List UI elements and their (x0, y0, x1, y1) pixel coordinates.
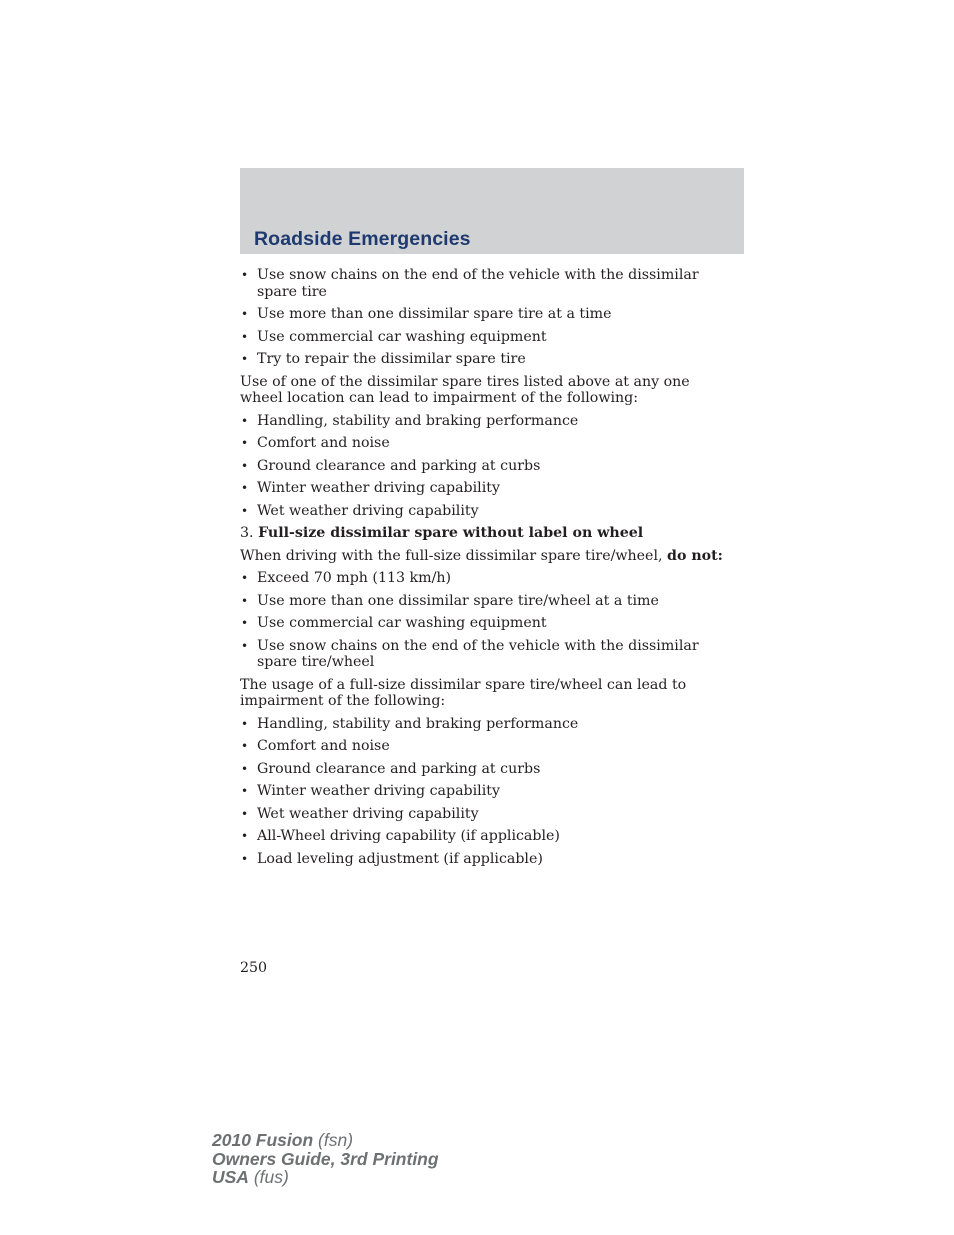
list-item (240, 638, 730, 671)
list-item (240, 615, 730, 632)
list-item (240, 851, 730, 868)
footer-market: USA (212, 1167, 249, 1187)
list-item-text: Comfort and noise (257, 738, 390, 754)
page-content (240, 267, 730, 873)
list-item-text: Wet weather driving capability (257, 502, 479, 519)
list-item (240, 828, 730, 845)
bullet-icon: • (241, 739, 249, 753)
list-item-text: Load leveling adjustment (if applicable) (257, 850, 543, 867)
footer-market-code: (fus) (253, 1167, 289, 1187)
list-item-text: Use snow chains on the end of the vehicle with the dissimilar spare tire/wheel (257, 637, 699, 670)
bullet-icon: • (241, 329, 249, 344)
footer-line-guide: Owners Guide, 3rd Printing (212, 1148, 439, 1169)
paragraph-text: When driving with the full-size dissimilar spare tire/wheel, (240, 547, 663, 564)
list-item (240, 593, 730, 610)
bullet-icon: • (241, 593, 249, 608)
list-item (240, 351, 730, 368)
heading-number: 3. (240, 525, 254, 541)
bullet-icon: • (241, 806, 249, 821)
list-item-text: Winter weather driving capability (257, 480, 500, 496)
bullet-icon: • (241, 352, 249, 366)
list-item-text: Ground clearance and parking at curbs (257, 760, 541, 777)
bullet-icon: • (241, 413, 249, 428)
list-item (240, 480, 730, 497)
bullet-icon: • (241, 268, 249, 282)
list-item-text: Wet weather driving capability (257, 805, 479, 822)
paragraph-emphasis: do not: (667, 547, 723, 564)
list-item (240, 738, 730, 755)
bullet-icon: • (241, 436, 249, 450)
bullet-icon: • (241, 307, 249, 321)
list-item-text: Try to repair the dissimilar spare tire (257, 351, 526, 367)
list-item-text: All-Wheel driving capability (if applicable) (257, 828, 560, 844)
numbered-heading (240, 525, 730, 542)
footer-model: 2010 Fusion (212, 1130, 314, 1150)
list-item (240, 329, 730, 346)
bullet-icon: • (241, 638, 249, 653)
list-item-text: Exceed 70 mph (113 km/h) (257, 570, 452, 586)
list-item-text: Use commercial car washing equipment (257, 615, 547, 631)
paragraph (240, 548, 730, 565)
bullet-icon: • (241, 784, 249, 798)
bullet-icon: • (241, 481, 249, 495)
bullet-icon: • (241, 761, 249, 776)
list-item (240, 306, 730, 323)
list-item (240, 761, 730, 778)
bullet-icon: • (241, 503, 249, 518)
paragraph: Use of one of the dissimilar spare tires listed above at any one wheel location can lead to impairment of the following: (240, 373, 690, 406)
page-number: 250 (240, 960, 268, 976)
list-item-text: Handling, stability and braking performance (257, 412, 579, 429)
section-title: Roadside Emergencies (254, 228, 471, 250)
list-item-text: Ground clearance and parking at curbs (257, 457, 541, 474)
list-item-text: Winter weather driving capability (257, 783, 500, 799)
section-header-band (240, 168, 744, 254)
footer-model-code: (fsn) (318, 1130, 354, 1150)
list-item (240, 413, 730, 430)
bullet-icon: • (241, 458, 249, 473)
document-footer (212, 1131, 439, 1187)
list-item (240, 716, 730, 733)
footer-line-model (212, 1131, 439, 1150)
list-item (240, 267, 730, 300)
list-item (240, 806, 730, 823)
list-item-text: Comfort and noise (257, 435, 390, 451)
list-item-text: Use more than one dissimilar spare tire/wheel at a time (257, 592, 659, 609)
bullet-icon: • (241, 716, 249, 731)
list-item (240, 503, 730, 520)
bullet-icon: • (241, 571, 249, 585)
heading-text: Full-size dissimilar spare without label on wheel (258, 525, 644, 541)
footer-line-market (212, 1168, 439, 1187)
list-item-text: Handling, stability and braking performance (257, 715, 579, 732)
list-item (240, 458, 730, 475)
paragraph: The usage of a full-size dissimilar spare tire/wheel can lead to impairment of the following: (240, 676, 687, 709)
bullet-icon: • (241, 829, 249, 843)
bullet-icon: • (241, 616, 249, 630)
list-item (240, 435, 730, 452)
bullet-icon: • (241, 851, 249, 866)
list-item-text: Use snow chains on the end of the vehicle with the dissimilar spare tire (257, 267, 699, 300)
list-item (240, 783, 730, 800)
list-item-text: Use more than one dissimilar spare tire at a time (257, 306, 612, 322)
list-item (240, 570, 730, 587)
list-item-text: Use commercial car washing equipment (257, 328, 547, 345)
